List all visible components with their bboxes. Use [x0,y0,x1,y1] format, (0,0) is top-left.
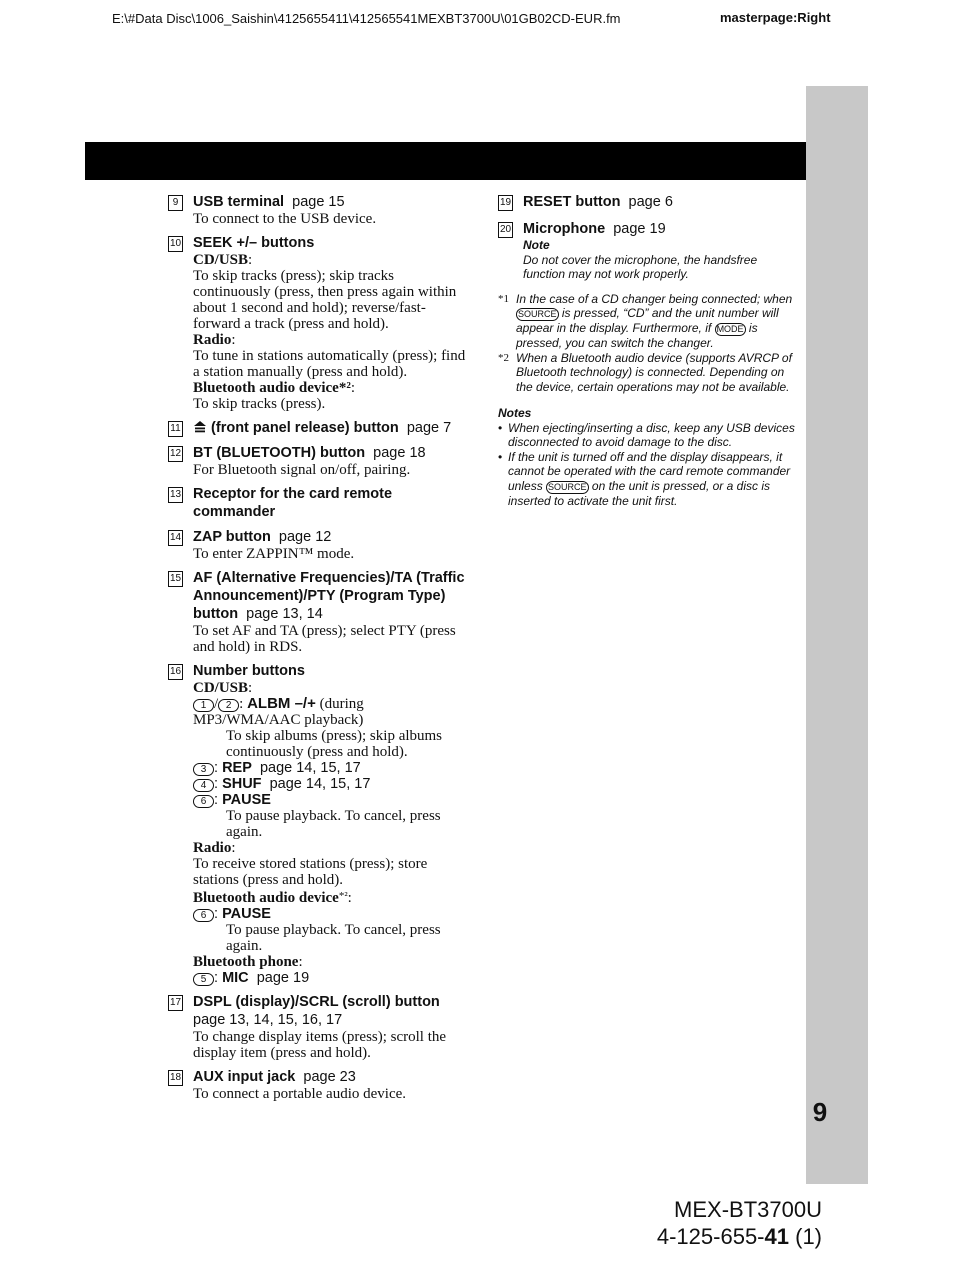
function-albm: ALBM –/+ [247,695,316,712]
item-zap-button [168,528,473,562]
item-desc: To receive stored stations (press); store stations (press and hold). [193,856,428,888]
footnote-text: is pressed, you can switch the changer. [516,321,758,350]
note-text: Do not cover the microphone, the handsfree function may not work properly. [523,252,758,281]
function-mic: MIC [222,970,249,986]
function-pause: PAUSE [222,906,271,922]
item-title: DSPL (display)/SCRL (scroll) button [193,994,440,1010]
item-number: 18 [168,1070,183,1086]
note-label: Note [523,238,550,252]
footnote-1 [498,292,800,351]
mode-label-bt: Bluetooth audio device [193,890,339,906]
function-desc: To pause playback. To cancel, press again. [226,808,441,840]
mode-label-radio: Radio [193,840,232,856]
item-desc: To enter ZAPPIN™ mode. [193,546,355,562]
item-desc: To connect a portable audio device. [193,1086,407,1102]
item-number: 10 [168,236,183,252]
part-number: 4-125-655-41 (1) [656,1224,822,1249]
note-text: If the unit is turned off and the display disappears, it cannot be operated with the card remote commander unless [508,449,791,493]
note-text: on the unit is pressed, or a disc is inserted to activate the unit first. [508,478,770,508]
page-ref: page 18 [373,445,426,461]
mode-label-phone: Bluetooth phone [193,954,299,970]
footnote-text: When a Bluetooth audio device (supports AVRCP of Bluetooth technology) is connected. Depending on the device, certain operations may not be available. [516,350,792,394]
header-bar [85,142,806,180]
item-dspl-scrl-button [168,993,473,1061]
page-ref: page 7 [406,420,452,436]
function-note: (during MP3/WMA/AAC playback) [193,696,364,728]
page-tab-number: 9 [812,1097,828,1127]
item-seek-buttons: 10 SEEK +/– buttons CD/USB: To skip tracks (press); skip tracks continuously (press, then press again within about 1 second and hold); reverse/fast-forward a track (press and hold). Radio: To tune in stations automatically (press); find a station manually (press and hold). Bluetooth audio device*²: To skip tracks (press). [168,234,473,412]
page-ref: page 23 [303,1069,356,1085]
item-title: Receptor for the card remote commander [193,486,393,520]
item-title: Microphone [523,221,606,237]
page-ref: page 13, 14 [246,606,323,622]
item-bt-button [168,444,473,478]
item-receptor [168,485,473,521]
page-side-tab [806,86,868,1184]
note-item [498,450,800,509]
function-rep: REP [222,760,252,776]
item-number: 11 [168,421,183,437]
key-2-icon: 2 [218,699,239,712]
item-title: ZAP button [193,529,271,545]
item-title: (front panel release) button [211,420,399,436]
notes-label: Notes [498,406,532,420]
function-desc: To pause playback. To cancel, press again. [226,922,441,954]
item-title: Number buttons [193,663,305,679]
page-ref: page 14, 15, 17 [269,776,371,792]
file-path: E:\#Data Disc\1006_Saishin\4125655411\412565541MEXBT3700U\01GB02CD-EUR.fm [112,11,621,26]
page-ref: page 12 [278,529,332,545]
source-button-icon: SOURCE [548,481,587,492]
page-ref: page 13, 14, 15, 16, 17 [193,1012,343,1028]
item-af-ta-pty-button [168,569,473,655]
item-number: 15 [168,571,183,587]
page-ref: page 6 [628,194,673,210]
item-title: AF (Alternative Frequencies)/TA (Traffic Announcement)/PTY (Program Type) button [193,570,465,622]
item-title: RESET button [523,194,621,210]
item-desc: To skip tracks (press); skip tracks continuously (press, then press again within about 1 second and hold); reverse/fast-forward a track (press and hold). [193,268,457,332]
function-desc: To skip albums (press); skip albums continuously (press and hold). [226,728,443,760]
masterpage-label: masterpage:Right [720,10,831,25]
item-microphone [498,220,800,282]
model-code [657,1196,822,1250]
mode-label-cd: CD/USB [193,680,249,696]
item-title: BT (BLUETOOTH) button [193,445,366,461]
item-front-panel-release [168,419,473,437]
eject-icon [193,420,207,433]
footnote-mark: *2 [498,351,509,364]
function-pause: PAUSE [222,792,271,808]
item-number: 19 [498,195,513,211]
model-name: MEX-BT3700U [674,1197,822,1222]
key-4-icon: 4 [193,779,214,792]
note-item: • When ejecting/inserting a disc, keep any USB devices disconnected to avoid damage to the disc. [498,421,800,450]
mode-button-icon: MODE [716,324,744,334]
item-title: USB terminal [193,194,285,210]
item-title: AUX input jack [193,1069,296,1085]
footnote-ref: *² [338,890,348,902]
item-desc: To connect to the USB device. [193,211,377,227]
footnote-text: In the case of a CD changer being connected; when [516,291,793,306]
footnote-2 [498,351,800,395]
key-6-icon: 6 [193,909,214,922]
item-reset-button [498,193,800,211]
item-usb-terminal [168,193,473,227]
key-1-icon: 1 [193,699,214,712]
item-desc: To tune in stations automatically (press); find a station manually (press and hold). [193,348,466,380]
item-number: 14 [168,530,183,546]
footnote-text: is pressed, “CD” and the unit number will appear in the display. Furthermore, if [516,306,779,335]
item-desc: To change display items (press); scroll the display item (press and hold). [193,1029,447,1061]
item-number: 17 [168,995,183,1011]
item-desc: To set AF and TA (press); select PTY (press and hold) in RDS. [193,623,456,655]
page-ref: page 19 [613,221,666,237]
page-ref: page 15 [292,194,345,210]
source-button-icon: SOURCE [518,309,557,319]
right-column [498,193,800,508]
key-5-icon: 5 [193,973,214,986]
key-6-icon: 6 [193,795,214,808]
item-number: 20 [498,222,513,238]
item-number-buttons: 16 Number buttons CD/USB: 1 / 2 : ALBM –/+ (during MP3/WMA/AAC playback) To skip albums (press); skip albums continuously (press and hold). 3 : REP page 14, 15, 17 4 : SHUF page 14, 15, 17 6 : PAUSE To pause playback. To cancel, press again. Radio: To receive stored stations (press); store stations (press and hold). Bluetooth audio device$^{*^2}$: 6 : PAUSE To pause playback. To cancel, press again. Bluetooth phone: 5 : MIC page 19 [168,662,473,986]
mode-label-bt: Bluetooth audio device*² [193,380,351,396]
item-number: 16 [168,664,183,680]
item-title: SEEK +/– buttons [193,235,315,251]
item-desc: For Bluetooth signal on/off, pairing. [193,462,411,478]
item-desc: To skip tracks (press). [193,396,326,412]
item-number: 9 [168,195,183,211]
footnote-mark: *1 [498,292,509,305]
page-ref: page 14, 15, 17 [259,760,361,776]
mode-label-radio: Radio [193,332,232,348]
key-3-icon: 3 [193,763,214,776]
item-aux-input [168,1068,473,1102]
page-ref: page 19 [256,970,310,986]
item-number: 13 [168,487,183,503]
function-shuf: SHUF [222,776,262,792]
left-column [168,193,473,1109]
item-number: 12 [168,446,183,462]
mode-label-cd: CD/USB [193,252,249,268]
